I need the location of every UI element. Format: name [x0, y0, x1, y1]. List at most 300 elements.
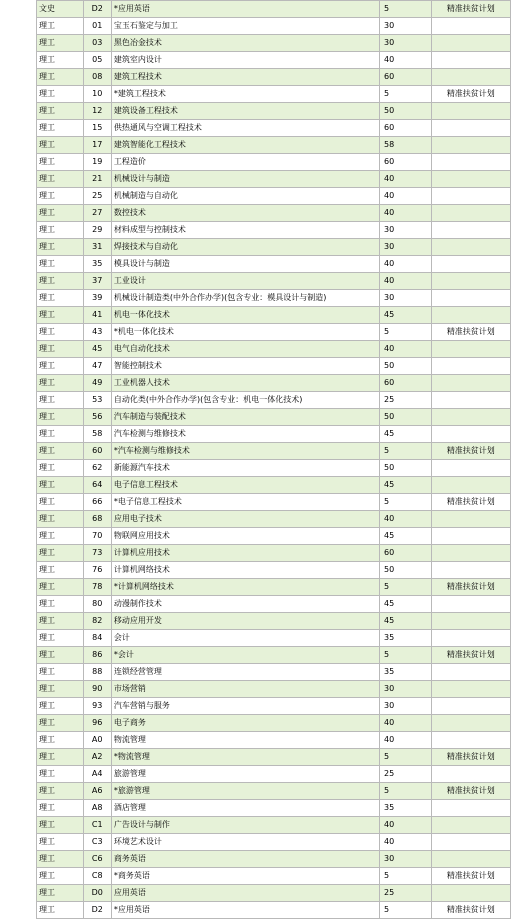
plan-note-cell	[431, 188, 510, 205]
category-cell: 理工	[37, 137, 84, 154]
quota-cell: 30	[380, 681, 432, 698]
table-row	[37, 307, 511, 324]
table-row	[37, 715, 511, 732]
code-cell: 49	[83, 375, 111, 392]
code-cell: 58	[83, 426, 111, 443]
table-row	[37, 596, 511, 613]
table-row	[37, 1, 511, 18]
table-row	[37, 885, 511, 902]
major-cell: 电子商务	[111, 715, 379, 732]
quota-cell: 60	[380, 375, 432, 392]
quota-cell: 5	[380, 1, 432, 18]
major-cell: 环境艺术设计	[111, 834, 379, 851]
major-cell: 连锁经营管理	[111, 664, 379, 681]
code-cell: 68	[83, 511, 111, 528]
table-row	[37, 35, 511, 52]
quota-cell: 60	[380, 154, 432, 171]
table-row	[37, 579, 511, 596]
category-cell: 理工	[37, 664, 84, 681]
category-cell: 理工	[37, 86, 84, 103]
plan-note-cell	[431, 817, 510, 834]
code-cell: 03	[83, 35, 111, 52]
plan-note-cell: 精准扶贫计划	[431, 324, 510, 341]
table-row	[37, 222, 511, 239]
table-row	[37, 171, 511, 188]
code-cell: C1	[83, 817, 111, 834]
quota-cell: 45	[380, 477, 432, 494]
code-cell: C8	[83, 868, 111, 885]
major-cell: 汽车检测与维修技术	[111, 426, 379, 443]
code-cell: A6	[83, 783, 111, 800]
plan-note-cell	[431, 562, 510, 579]
major-cell: 应用电子技术	[111, 511, 379, 528]
major-cell: *机电一体化技术	[111, 324, 379, 341]
quota-cell: 30	[380, 222, 432, 239]
code-cell: D2	[83, 902, 111, 919]
category-cell: 理工	[37, 494, 84, 511]
table-row	[37, 375, 511, 392]
code-cell: C3	[83, 834, 111, 851]
quota-cell: 35	[380, 800, 432, 817]
plan-note-cell	[431, 205, 510, 222]
major-cell: 自动化类(中外合作办学)(包含专业：机电一体化技术)	[111, 392, 379, 409]
category-cell: 理工	[37, 358, 84, 375]
quota-cell: 5	[380, 783, 432, 800]
code-cell: 41	[83, 307, 111, 324]
plan-note-cell	[431, 273, 510, 290]
plan-note-cell	[431, 664, 510, 681]
plan-note-cell	[431, 358, 510, 375]
category-cell: 理工	[37, 800, 84, 817]
plan-note-cell	[431, 154, 510, 171]
major-cell: 智能控制技术	[111, 358, 379, 375]
code-cell: 73	[83, 545, 111, 562]
quota-cell: 40	[380, 205, 432, 222]
quota-cell: 35	[380, 630, 432, 647]
plan-note-cell: 精准扶贫计划	[431, 783, 510, 800]
category-cell: 理工	[37, 749, 84, 766]
major-cell: 建筑设备工程技术	[111, 103, 379, 120]
quota-cell: 58	[380, 137, 432, 154]
category-cell: 理工	[37, 188, 84, 205]
plan-note-cell: 精准扶贫计划	[431, 902, 510, 919]
table-row	[37, 290, 511, 307]
category-cell: 理工	[37, 222, 84, 239]
major-cell: 会计	[111, 630, 379, 647]
code-cell: 76	[83, 562, 111, 579]
quota-cell: 30	[380, 851, 432, 868]
plan-note-cell	[431, 681, 510, 698]
major-cell: 工业设计	[111, 273, 379, 290]
plan-note-cell	[431, 511, 510, 528]
major-cell: *电子信息工程技术	[111, 494, 379, 511]
major-cell: 建筑智能化工程技术	[111, 137, 379, 154]
quota-cell: 45	[380, 613, 432, 630]
plan-note-cell: 精准扶贫计划	[431, 443, 510, 460]
table-row	[37, 273, 511, 290]
major-cell: *计算机网络技术	[111, 579, 379, 596]
category-cell: 理工	[37, 18, 84, 35]
table-row	[37, 613, 511, 630]
plan-note-cell	[431, 69, 510, 86]
plan-note-cell	[431, 732, 510, 749]
major-cell: 机械制造与自动化	[111, 188, 379, 205]
quota-cell: 5	[380, 494, 432, 511]
table-row	[37, 86, 511, 103]
major-cell: 供热通风与空调工程技术	[111, 120, 379, 137]
category-cell: 理工	[37, 647, 84, 664]
major-cell: 焊接技术与自动化	[111, 239, 379, 256]
category-cell: 理工	[37, 392, 84, 409]
code-cell: 27	[83, 205, 111, 222]
major-cell: 应用英语	[111, 885, 379, 902]
plan-note-cell	[431, 307, 510, 324]
quota-cell: 50	[380, 562, 432, 579]
table-row	[37, 698, 511, 715]
quota-cell: 25	[380, 766, 432, 783]
table-row	[37, 851, 511, 868]
category-cell: 理工	[37, 681, 84, 698]
code-cell: 62	[83, 460, 111, 477]
table-row	[37, 52, 511, 69]
quota-cell: 60	[380, 545, 432, 562]
quota-cell: 40	[380, 834, 432, 851]
major-cell: 电气自动化技术	[111, 341, 379, 358]
major-cell: *物流管理	[111, 749, 379, 766]
category-cell: 理工	[37, 273, 84, 290]
quota-cell: 45	[380, 307, 432, 324]
code-cell: 25	[83, 188, 111, 205]
plan-note-cell	[431, 885, 510, 902]
code-cell: 35	[83, 256, 111, 273]
code-cell: 66	[83, 494, 111, 511]
quota-cell: 40	[380, 341, 432, 358]
category-cell: 理工	[37, 766, 84, 783]
table-row	[37, 477, 511, 494]
code-cell: 56	[83, 409, 111, 426]
plan-note-cell	[431, 630, 510, 647]
table-row	[37, 511, 511, 528]
major-cell: 工业机器人技术	[111, 375, 379, 392]
category-cell: 理工	[37, 409, 84, 426]
major-cell: 计算机应用技术	[111, 545, 379, 562]
major-cell: 动漫制作技术	[111, 596, 379, 613]
quota-cell: 50	[380, 358, 432, 375]
quota-cell: 40	[380, 511, 432, 528]
plan-note-cell: 精准扶贫计划	[431, 868, 510, 885]
category-cell: 理工	[37, 885, 84, 902]
quota-cell: 45	[380, 426, 432, 443]
quota-cell: 25	[380, 885, 432, 902]
major-cell: *建筑工程技术	[111, 86, 379, 103]
plan-note-cell	[431, 52, 510, 69]
category-cell: 理工	[37, 256, 84, 273]
enrollment-plan-table	[36, 0, 511, 919]
category-cell: 理工	[37, 205, 84, 222]
quota-cell: 60	[380, 69, 432, 86]
table-row	[37, 239, 511, 256]
major-cell: 电子信息工程技术	[111, 477, 379, 494]
major-cell: 广告设计与制作	[111, 817, 379, 834]
plan-note-cell	[431, 392, 510, 409]
quota-cell: 5	[380, 579, 432, 596]
major-cell: *应用英语	[111, 902, 379, 919]
category-cell: 理工	[37, 834, 84, 851]
table-row	[37, 69, 511, 86]
table-row	[37, 766, 511, 783]
category-cell: 理工	[37, 562, 84, 579]
plan-note-cell	[431, 715, 510, 732]
quota-cell: 40	[380, 715, 432, 732]
major-cell: 移动应用开发	[111, 613, 379, 630]
category-cell: 理工	[37, 732, 84, 749]
table-row	[37, 392, 511, 409]
category-cell: 理工	[37, 290, 84, 307]
category-cell: 理工	[37, 171, 84, 188]
plan-note-cell	[431, 426, 510, 443]
category-cell: 理工	[37, 630, 84, 647]
table-row	[37, 324, 511, 341]
category-cell: 理工	[37, 426, 84, 443]
quota-cell: 50	[380, 460, 432, 477]
code-cell: 19	[83, 154, 111, 171]
code-cell: 60	[83, 443, 111, 460]
code-cell: 08	[83, 69, 111, 86]
code-cell: 80	[83, 596, 111, 613]
code-cell: 21	[83, 171, 111, 188]
table-row	[37, 256, 511, 273]
quota-cell: 5	[380, 86, 432, 103]
quota-cell: 40	[380, 188, 432, 205]
table-row	[37, 681, 511, 698]
code-cell: 84	[83, 630, 111, 647]
quota-cell: 30	[380, 239, 432, 256]
category-cell: 理工	[37, 817, 84, 834]
category-cell: 理工	[37, 698, 84, 715]
quota-cell: 40	[380, 273, 432, 290]
quota-cell: 50	[380, 409, 432, 426]
major-cell: 物联网应用技术	[111, 528, 379, 545]
major-cell: 计算机网络技术	[111, 562, 379, 579]
table-row	[37, 205, 511, 222]
plan-note-cell	[431, 613, 510, 630]
category-cell: 理工	[37, 35, 84, 52]
category-cell: 理工	[37, 902, 84, 919]
quota-cell: 40	[380, 732, 432, 749]
category-cell: 理工	[37, 154, 84, 171]
quota-cell: 30	[380, 18, 432, 35]
plan-note-cell	[431, 341, 510, 358]
table-row	[37, 426, 511, 443]
plan-note-cell: 精准扶贫计划	[431, 579, 510, 596]
major-cell: 黑色冶金技术	[111, 35, 379, 52]
category-cell: 理工	[37, 715, 84, 732]
category-cell: 理工	[37, 460, 84, 477]
code-cell: A4	[83, 766, 111, 783]
major-cell: 物流管理	[111, 732, 379, 749]
quota-cell: 5	[380, 749, 432, 766]
major-cell: 建筑工程技术	[111, 69, 379, 86]
plan-note-cell	[431, 698, 510, 715]
table-row	[37, 460, 511, 477]
plan-note-cell: 精准扶贫计划	[431, 494, 510, 511]
category-cell: 理工	[37, 528, 84, 545]
plan-note-cell: 精准扶贫计划	[431, 1, 510, 18]
major-cell: *会计	[111, 647, 379, 664]
table-row	[37, 562, 511, 579]
code-cell: 12	[83, 103, 111, 120]
plan-note-cell	[431, 460, 510, 477]
plan-note-cell	[431, 290, 510, 307]
major-cell: 商务英语	[111, 851, 379, 868]
category-cell: 理工	[37, 341, 84, 358]
plan-note-cell	[431, 375, 510, 392]
plan-note-cell	[431, 18, 510, 35]
code-cell: 17	[83, 137, 111, 154]
category-cell: 理工	[37, 120, 84, 137]
code-cell: C6	[83, 851, 111, 868]
table-row	[37, 494, 511, 511]
table-row	[37, 749, 511, 766]
table-row	[37, 732, 511, 749]
code-cell: 88	[83, 664, 111, 681]
code-cell: 53	[83, 392, 111, 409]
code-cell: 15	[83, 120, 111, 137]
plan-note-cell	[431, 35, 510, 52]
code-cell: 05	[83, 52, 111, 69]
category-cell: 理工	[37, 613, 84, 630]
table-row	[37, 137, 511, 154]
plan-note-cell	[431, 171, 510, 188]
code-cell: 82	[83, 613, 111, 630]
plan-note-cell	[431, 103, 510, 120]
category-cell: 理工	[37, 324, 84, 341]
category-cell: 理工	[37, 69, 84, 86]
code-cell: 43	[83, 324, 111, 341]
plan-note-cell: 精准扶贫计划	[431, 86, 510, 103]
quota-cell: 5	[380, 868, 432, 885]
table-row	[37, 868, 511, 885]
quota-cell: 5	[380, 902, 432, 919]
code-cell: 10	[83, 86, 111, 103]
plan-note-cell	[431, 120, 510, 137]
major-cell: 工程造价	[111, 154, 379, 171]
code-cell: A0	[83, 732, 111, 749]
plan-note-cell	[431, 528, 510, 545]
table-row	[37, 783, 511, 800]
category-cell: 理工	[37, 307, 84, 324]
category-cell: 理工	[37, 239, 84, 256]
code-cell: 45	[83, 341, 111, 358]
code-cell: D0	[83, 885, 111, 902]
code-cell: 31	[83, 239, 111, 256]
code-cell: 93	[83, 698, 111, 715]
code-cell: 78	[83, 579, 111, 596]
category-cell: 理工	[37, 52, 84, 69]
category-cell: 理工	[37, 579, 84, 596]
major-cell: *旅游管理	[111, 783, 379, 800]
table-row	[37, 18, 511, 35]
code-cell: 37	[83, 273, 111, 290]
quota-cell: 5	[380, 443, 432, 460]
table-row	[37, 647, 511, 664]
code-cell: 01	[83, 18, 111, 35]
plan-note-cell	[431, 477, 510, 494]
quota-cell: 30	[380, 290, 432, 307]
major-cell: 建筑室内设计	[111, 52, 379, 69]
plan-note-cell	[431, 596, 510, 613]
quota-cell: 35	[380, 664, 432, 681]
code-cell: A8	[83, 800, 111, 817]
table-row	[37, 834, 511, 851]
major-cell: 汽车营销与服务	[111, 698, 379, 715]
major-cell: 新能源汽车技术	[111, 460, 379, 477]
major-cell: 汽车制造与装配技术	[111, 409, 379, 426]
major-cell: 材料成型与控制技术	[111, 222, 379, 239]
plan-note-cell: 精准扶贫计划	[431, 647, 510, 664]
table-row	[37, 188, 511, 205]
major-cell: *商务英语	[111, 868, 379, 885]
quota-cell: 45	[380, 528, 432, 545]
plan-note-cell	[431, 834, 510, 851]
code-cell: 64	[83, 477, 111, 494]
major-cell: 机械设计制造类(中外合作办学)(包含专业：模具设计与制造)	[111, 290, 379, 307]
quota-cell: 50	[380, 103, 432, 120]
category-cell: 理工	[37, 596, 84, 613]
code-cell: 96	[83, 715, 111, 732]
quota-cell: 30	[380, 698, 432, 715]
plan-note-cell	[431, 851, 510, 868]
category-cell: 理工	[37, 511, 84, 528]
category-cell: 理工	[37, 545, 84, 562]
major-cell: *汽车检测与维修技术	[111, 443, 379, 460]
category-cell: 理工	[37, 375, 84, 392]
plan-note-cell	[431, 256, 510, 273]
plan-note-cell	[431, 137, 510, 154]
table-row	[37, 902, 511, 919]
table-row	[37, 154, 511, 171]
table-row	[37, 664, 511, 681]
major-cell: 旅游管理	[111, 766, 379, 783]
major-cell: 数控技术	[111, 205, 379, 222]
table-row	[37, 341, 511, 358]
quota-cell: 40	[380, 817, 432, 834]
table-row	[37, 409, 511, 426]
quota-cell: 30	[380, 35, 432, 52]
table-row	[37, 545, 511, 562]
quota-cell: 40	[380, 52, 432, 69]
plan-note-cell	[431, 409, 510, 426]
code-cell: 47	[83, 358, 111, 375]
plan-note-cell	[431, 800, 510, 817]
code-cell: 90	[83, 681, 111, 698]
code-cell: 29	[83, 222, 111, 239]
plan-note-cell	[431, 766, 510, 783]
major-cell: 酒店管理	[111, 800, 379, 817]
category-cell: 理工	[37, 103, 84, 120]
major-cell: 模具设计与制造	[111, 256, 379, 273]
major-cell: 机械设计与制造	[111, 171, 379, 188]
code-cell: 86	[83, 647, 111, 664]
table-row	[37, 358, 511, 375]
code-cell: A2	[83, 749, 111, 766]
quota-cell: 60	[380, 120, 432, 137]
quota-cell: 40	[380, 171, 432, 188]
quota-cell: 25	[380, 392, 432, 409]
category-cell: 理工	[37, 851, 84, 868]
quota-cell: 5	[380, 647, 432, 664]
table-row	[37, 103, 511, 120]
